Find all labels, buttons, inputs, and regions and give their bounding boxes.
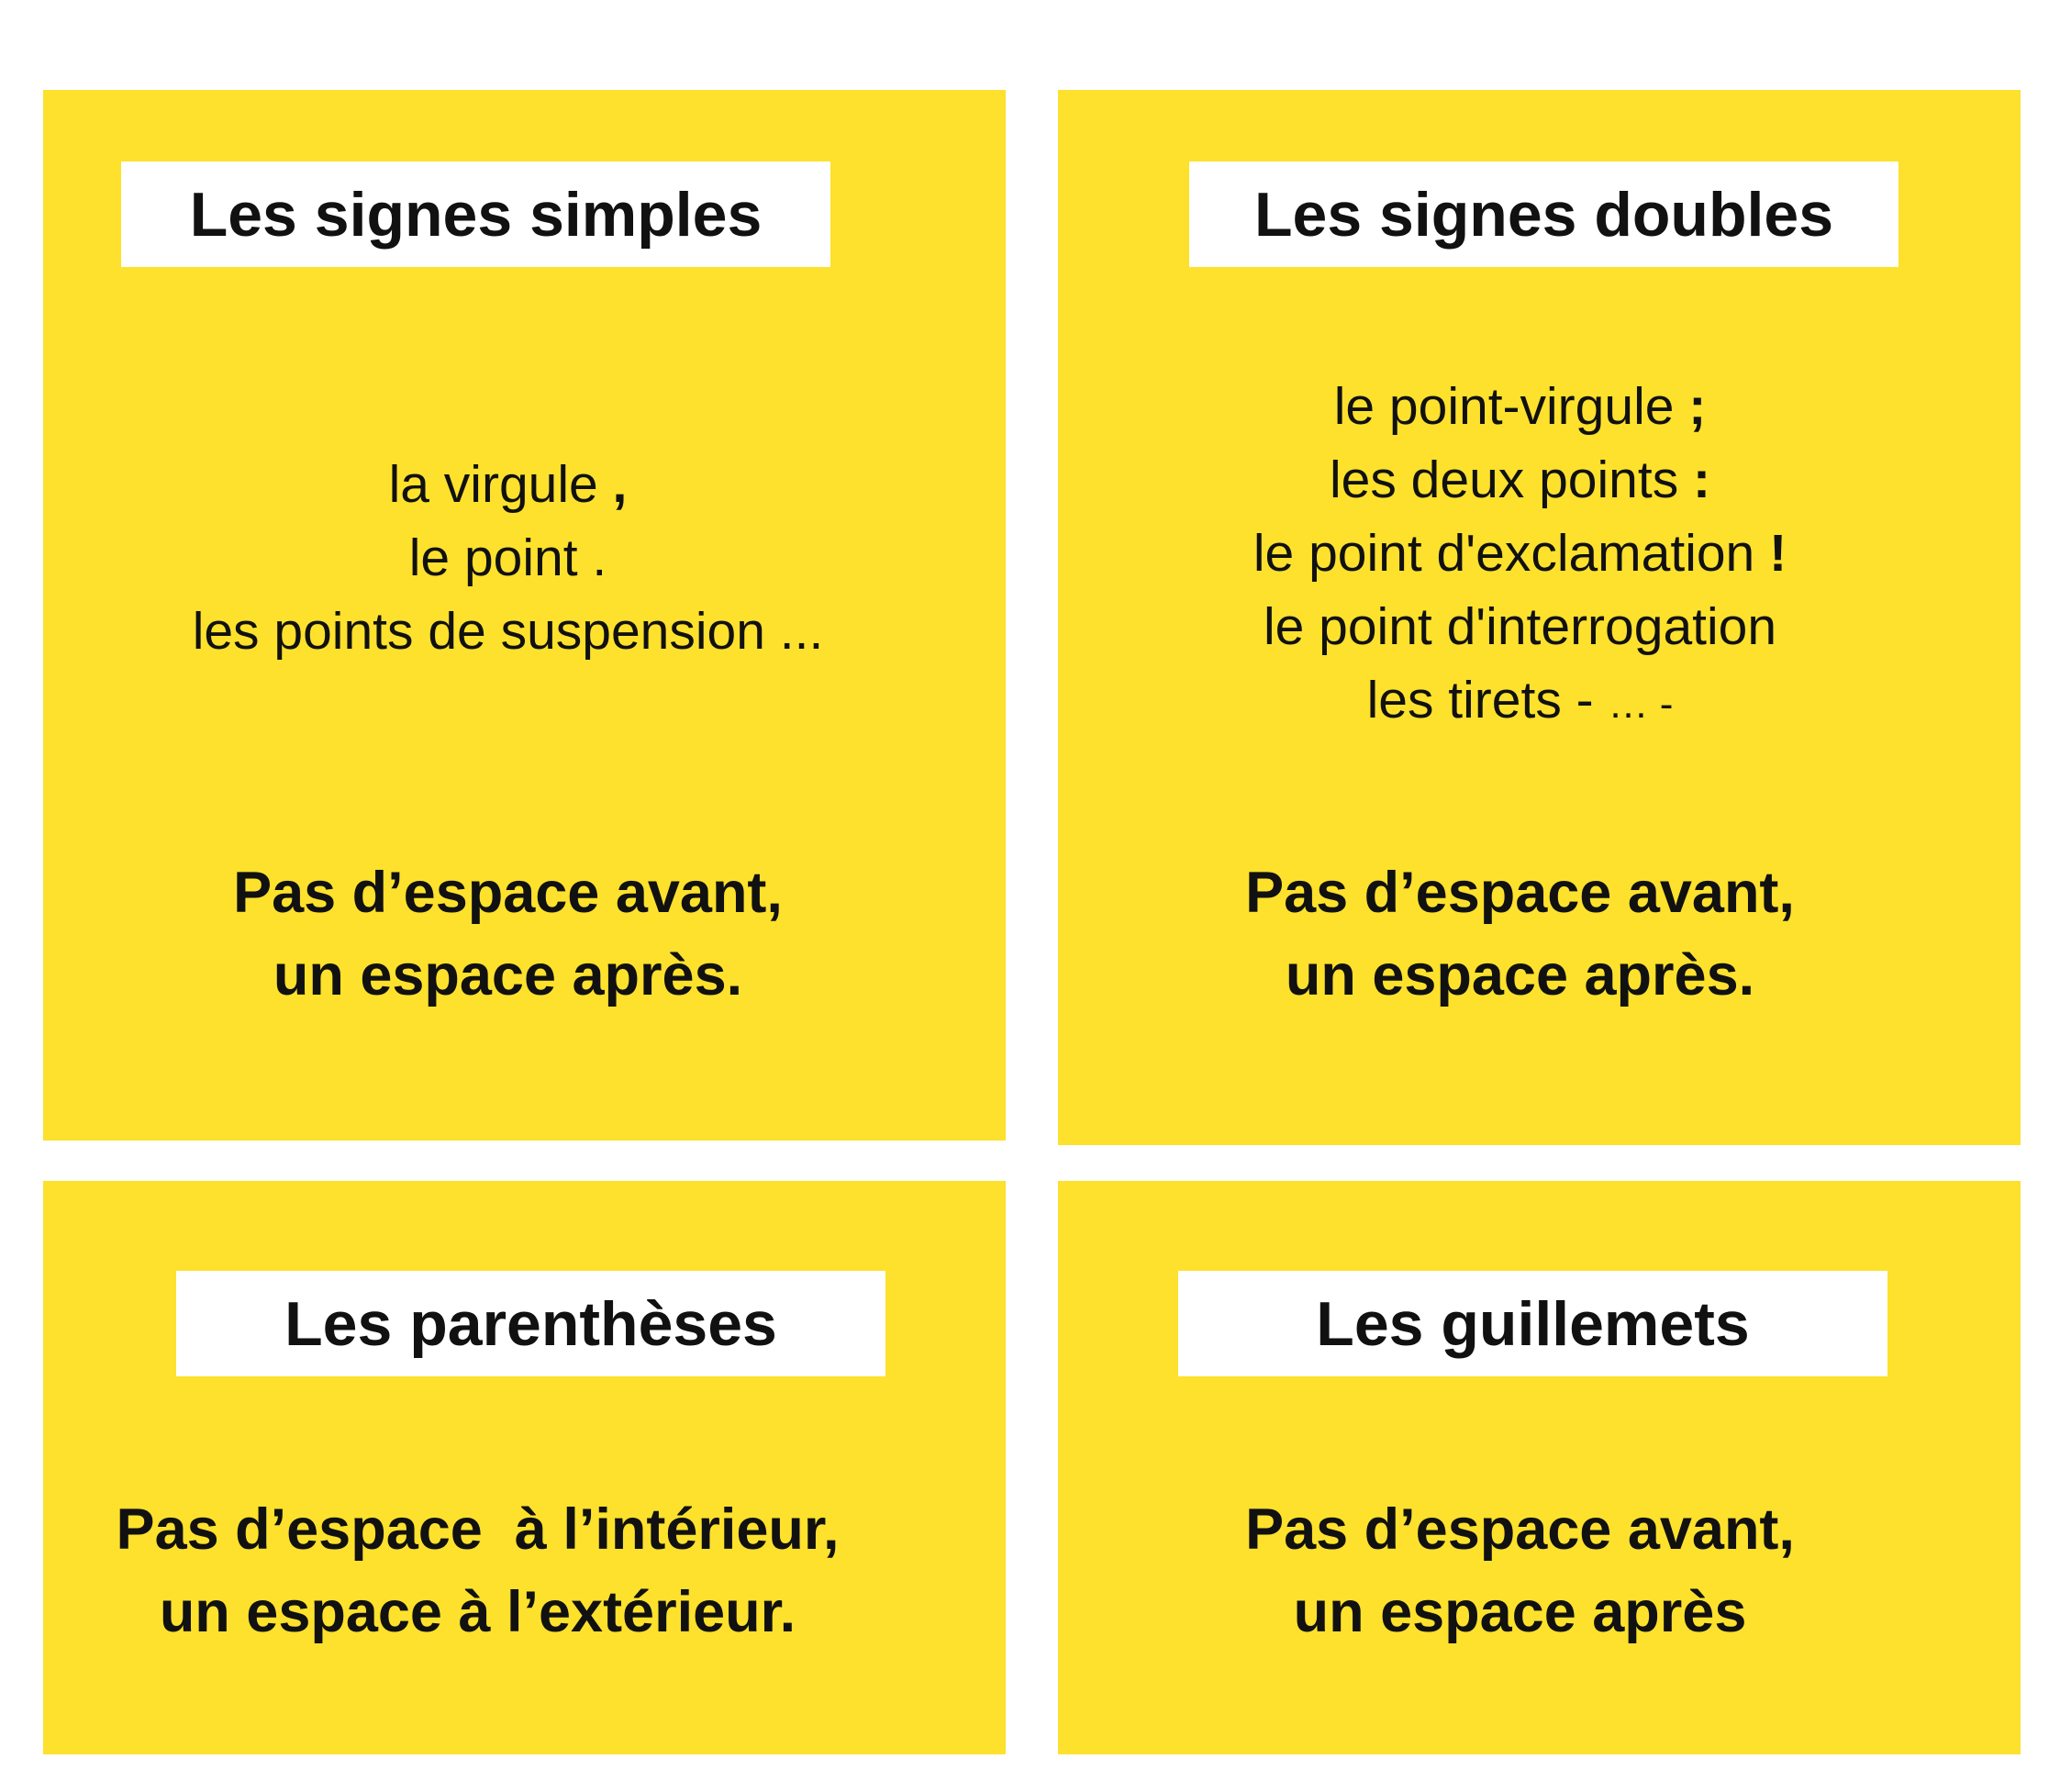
sign-name: les deux points [1329,451,1694,509]
sign-symbol: : [1693,451,1711,509]
sign-name: les points de suspension [192,602,780,661]
rule-line: Pas d’espace avant, [1245,1497,1795,1562]
sign-name: le point [408,529,593,587]
spacing-rule [0,1488,959,1653]
sign-list [1039,370,2001,741]
rule-line: un espace après. [1285,943,1755,1007]
sign-symbol: ; [1688,377,1707,436]
card-simple-signs [43,90,1006,1141]
sign-symbol: . [592,529,607,587]
rule-line: Pas d’espace avant, [1245,861,1795,925]
card-title: Les parenthèses [176,1271,885,1376]
spacing-rule [1039,1488,2001,1653]
list-item [27,448,989,521]
rule-line: Pas d’espace à l’intérieur, [116,1497,840,1562]
list-item [1039,370,2001,443]
sign-name: les tirets - [1366,671,1609,729]
rule-line: Pas d’espace avant, [233,861,783,925]
list-item [1039,443,2001,517]
sign-symbol: … - [1608,682,1674,727]
list-item [27,595,989,668]
rule-line: un espace à l’extérieur. [159,1580,796,1644]
spacing-rule [1039,851,2001,1017]
card-title: Les guillemets [1178,1271,1887,1376]
sign-name: la virgule [388,455,613,514]
list-item [1039,590,2001,663]
rule-line: un espace après. [273,943,743,1007]
card-double-signs [1058,90,2021,1145]
sign-symbol: , [612,455,628,514]
card-quotation-marks [1058,1181,2021,1754]
sign-name: le point d'interrogation [1263,597,1777,656]
card-title: Les signes doubles [1189,161,1899,267]
list-item [1039,663,2001,741]
card-title: Les signes simples [121,161,830,267]
rule-line: un espace après [1293,1580,1747,1644]
sign-list [27,448,989,668]
card-parentheses [43,1181,1006,1754]
list-item [27,521,989,595]
sign-name: le point d'exclamation [1253,524,1770,583]
sign-symbol: ! [1769,524,1787,583]
sign-name: le point-virgule [1333,377,1689,436]
spacing-rule [27,851,989,1017]
list-item [1039,517,2001,590]
sign-symbol: ... [779,602,824,661]
